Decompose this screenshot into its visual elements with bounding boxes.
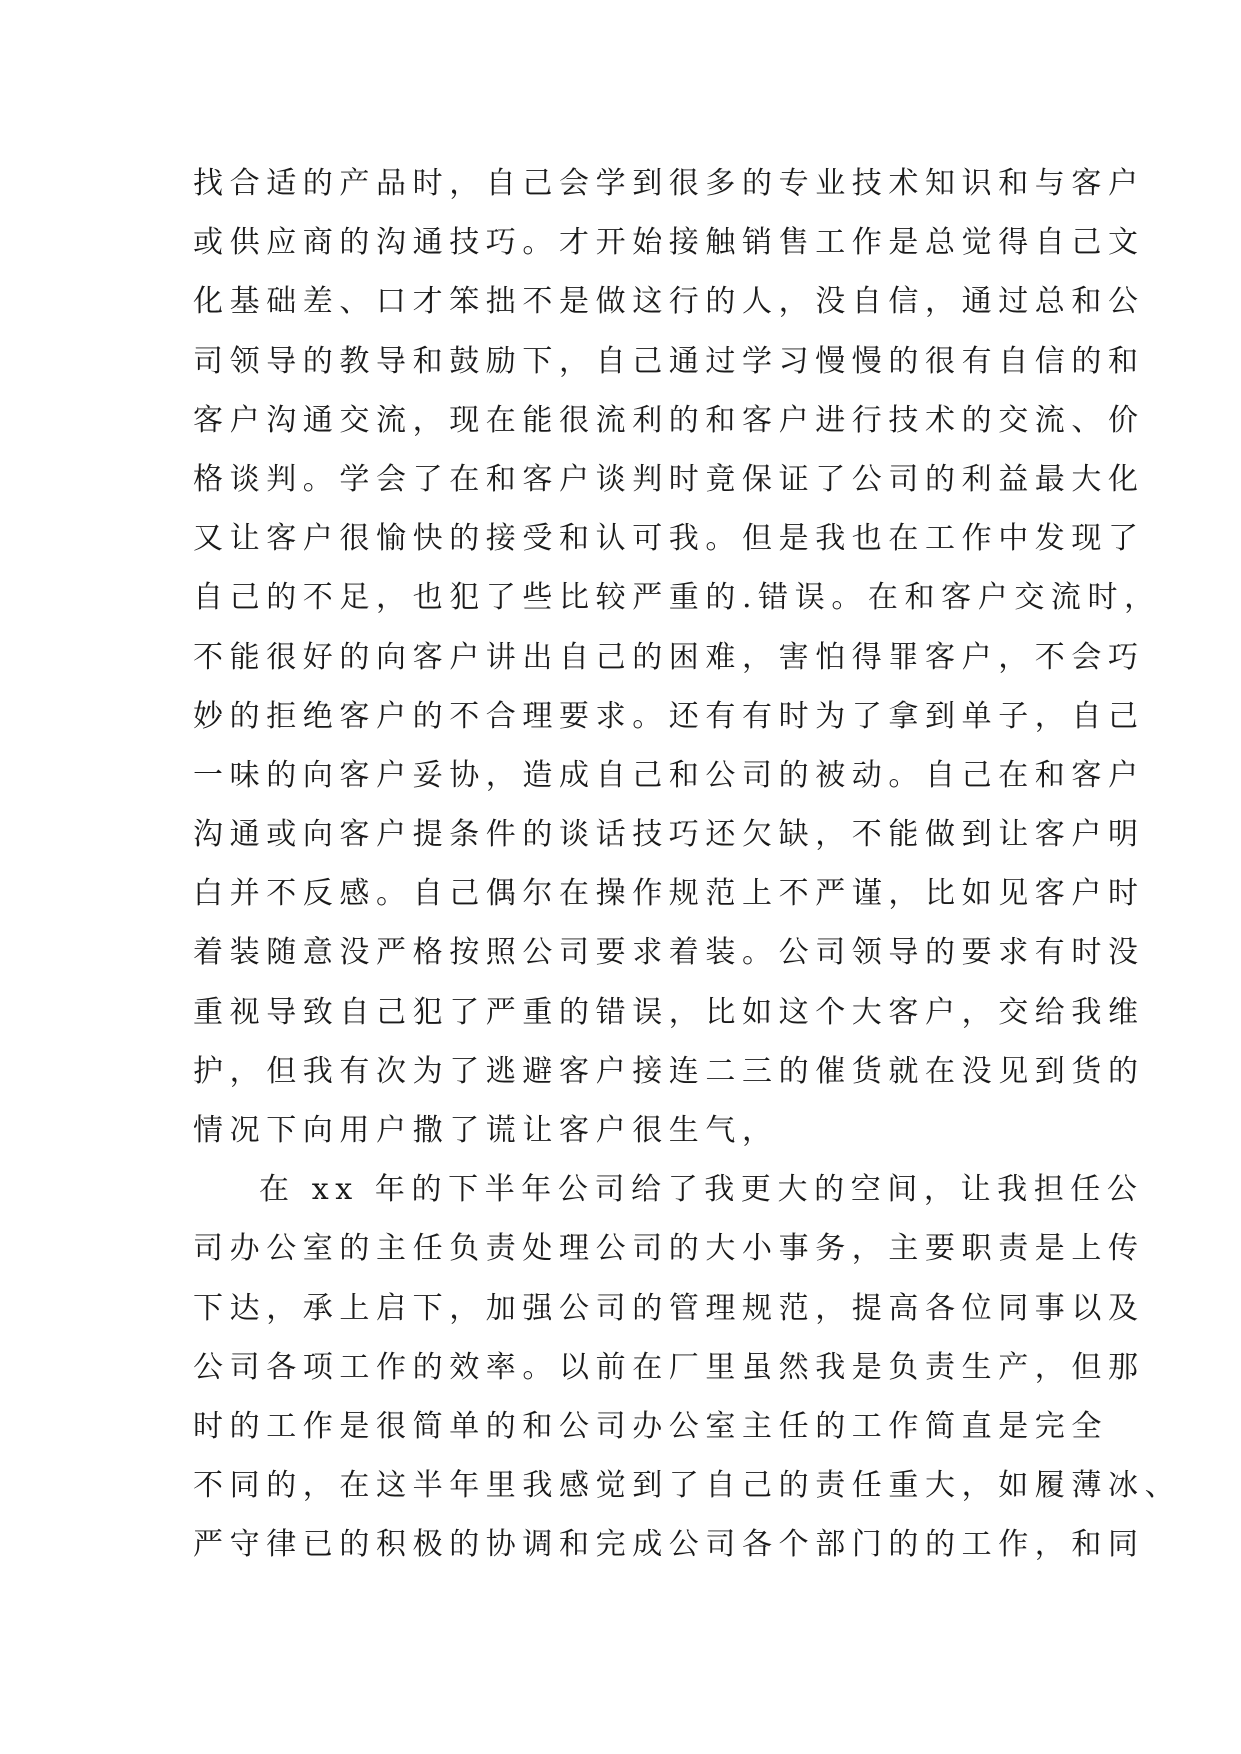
text-line: 情况下向用户撒了谎让客户很生气， <box>193 1113 779 1148</box>
text-line: 护，但我有次为了逃避客户接连二三的催货就在没见到货的 <box>193 1053 1145 1089</box>
text-line: 找合适的产品时，自己会学到很多的专业技术知识和与客户 <box>193 166 1145 201</box>
text-line: 一味的向客户妥协，造成自己和公司的被动。自己在和客户 <box>193 757 1145 793</box>
text-line: 妙的拒绝客户的不合理要求。还有有时为了拿到单子，自己 <box>193 698 1145 734</box>
text-line: 化基础差、口才笨拙不是做这行的人，没自信，通过总和公 <box>193 284 1145 320</box>
text-line: 沟通或向客户提条件的谈话技巧还欠缺，不能做到让客户明 <box>193 817 1145 853</box>
text-line: 下达，承上启下，加强公司的管理规范，提高各位同事以及 <box>193 1290 1145 1326</box>
text-line: 白并不反感。自己偶尔在操作规范上不严谨，比如见客户时 <box>193 876 1145 912</box>
text-line: 不能很好的向客户讲出自己的困难，害怕得罪客户，不会巧 <box>193 639 1145 675</box>
document-body <box>193 154 1182 1575</box>
text-line: 着装随意没严格按照公司要求着装。公司领导的要求有时没 <box>193 935 1145 971</box>
text-line: 公司各项工作的效率。以前在厂里虽然我是负责生产，但那 <box>193 1349 1145 1385</box>
text-line: 自己的不足，也犯了些比较严重的.错误。在和客户交流时， <box>193 580 1161 616</box>
text-line: 不同的，在这半年里我感觉到了自己的责任重大，如履薄冰、 <box>193 1468 1182 1504</box>
text-line: 司领导的教导和鼓励下，自己通过学习慢慢的很有自信的和 <box>193 343 1145 379</box>
text-line: 客户沟通交流，现在能很流利的和客户进行技术的交流、价 <box>193 402 1145 438</box>
text-line: 严守律已的积极的协调和完成公司各个部门的的工作，和同 <box>193 1527 1145 1563</box>
paragraph-first-line: 在 xx 年的下半年公司给了我更大的空间，让我担任公 <box>259 1172 1144 1208</box>
text-line: 格谈判。学会了在和客户谈判时竟保证了公司的利益最大化 <box>193 461 1145 497</box>
text-line: 时的工作是很简单的和公司办公室主任的工作简直是完全 <box>193 1408 1108 1444</box>
text-line: 重视导致自己犯了严重的错误，比如这个大客户，交给我维 <box>193 994 1145 1030</box>
text-line: 又让客户很愉快的接受和认可我。但是我也在工作中发现了 <box>193 521 1145 557</box>
text-line: 司办公室的主任负责处理公司的大小事务，主要职责是上传 <box>193 1231 1145 1267</box>
text-line: 或供应商的沟通技巧。才开始接触销售工作是总觉得自己文 <box>193 225 1145 261</box>
